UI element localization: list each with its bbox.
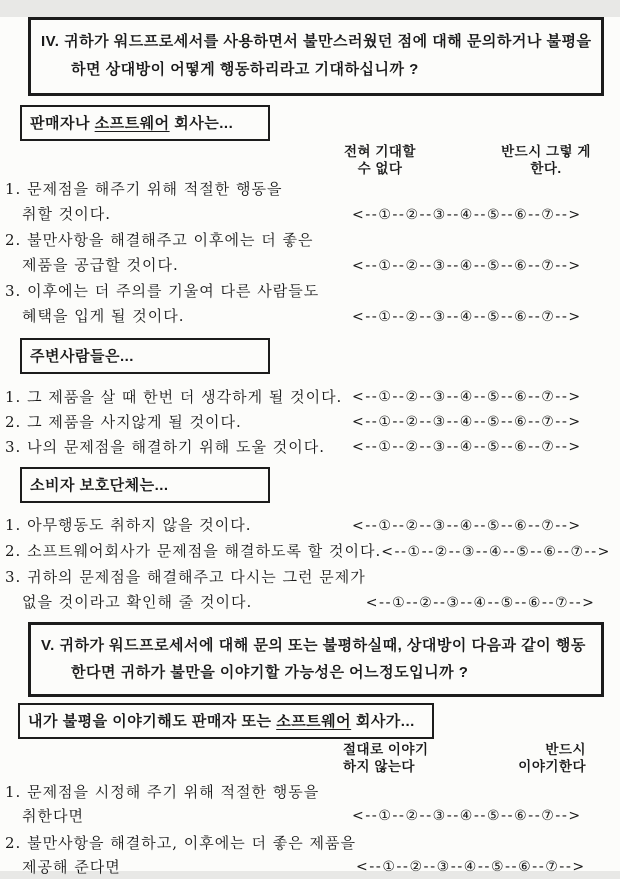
question-item — [5, 539, 620, 564]
question-item — [5, 279, 620, 329]
question-text-line: 2. 불만사항을 해결하고, 이후에는 더 좋은 제품을 — [5, 834, 356, 852]
rating-scale: <--①--②--③--④--⑤--⑥--⑦--> — [352, 518, 582, 534]
group-label-text: 내가 불평을 이야기해도 판매자 또는 — [28, 713, 277, 730]
question-item — [5, 780, 620, 828]
question-text-line: 1. 문제점을 시정해 주기 위해 적절한 행동을 — [5, 783, 320, 801]
group-label-text: 소비자 보호단체는... — [30, 477, 169, 494]
group-label-box-seller — [20, 105, 270, 141]
question-text-line: 취할 것이다. — [22, 205, 111, 223]
rating-scale: <--①--②--③--④--⑤--⑥--⑦--> — [352, 258, 582, 274]
scale-anchor-header-iv — [0, 141, 620, 177]
group-label-text: 주변사람들은... — [30, 348, 134, 365]
rating-scale: <--①--②--③--④--⑤--⑥--⑦--> — [352, 309, 582, 325]
scale-anchor-left — [334, 143, 426, 177]
scale-anchor-left — [343, 741, 445, 775]
question-text-line: 없을 것이라고 확인해 줄 것이다. — [22, 593, 253, 611]
question-text-line: 2. 그 제품을 사지않게 될 것이다. — [5, 413, 242, 431]
question-text-line: 취한다면 — [22, 807, 84, 825]
survey-page — [0, 17, 620, 876]
question-text-line: 제품을 공급할 것이다. — [22, 256, 179, 274]
rating-scale: <--①--②--③--④--⑤--⑥--⑦--> — [365, 595, 596, 611]
section-v-heading-box — [28, 622, 604, 697]
scale-anchor-right-line-1: 반드시 — [545, 742, 586, 757]
question-text-line: 혜택을 입게 될 것이다. — [22, 307, 185, 325]
question-item — [5, 831, 620, 879]
question-list-voice — [5, 780, 620, 879]
question-list-consumer — [5, 513, 620, 615]
scale-anchor-left-line-2: 수 없다 — [357, 161, 403, 176]
question-item — [5, 513, 620, 538]
question-text-line: 1. 문제점을 해주기 위해 적절한 행동을 — [5, 180, 283, 198]
scale-anchor-right-line-2: 이야기한다 — [518, 759, 586, 774]
scale-anchor-left-line-2: 하지 않는다 — [343, 759, 415, 774]
rating-scale: <--①--②--③--④--⑤--⑥--⑦--> — [352, 207, 582, 223]
group-label-box-people — [20, 338, 270, 374]
question-item — [5, 410, 620, 434]
rating-scale: <--①--②--③--④--⑤--⑥--⑦--> — [352, 808, 582, 824]
question-text-line: 3. 귀하의 문제점을 해결해주고 다시는 그런 문제가 — [5, 568, 366, 586]
scale-anchor-left-line-1: 절대로 이야기 — [343, 742, 429, 757]
question-list-people — [5, 385, 620, 459]
scale-anchor-left-line-1: 전혀 기대할 — [344, 144, 416, 159]
section-v-heading-line-2: 한다면 귀하가 불만을 이야기할 가능성은 어느정도입니까 ? — [71, 664, 469, 681]
group-label-text: 판매자나 — [30, 115, 95, 132]
question-text-line: 1. 아무행동도 취하지 않을 것이다. — [5, 516, 252, 534]
question-text-line: 2. 소프트웨어회사가 문제점을 해결하도록 할 것이다. — [5, 542, 382, 560]
group-label-underlined: 소프트웨어 — [276, 713, 352, 730]
section-iv-heading-box — [28, 17, 604, 96]
scale-anchor-right-line-2: 한다. — [530, 161, 562, 176]
question-item — [5, 177, 620, 227]
group-label-underlined: 소프트웨어 — [94, 115, 170, 132]
question-text-line: 1. 그 제품을 살 때 한번 더 생각하게 될 것이다. — [5, 388, 343, 406]
question-text-line: 2. 불만사항을 해결해주고 이후에는 더 좋은 — [5, 231, 314, 249]
group-label-box-voice — [18, 703, 434, 739]
rating-scale: <--①--②--③--④--⑤--⑥--⑦--> — [352, 389, 582, 405]
rating-scale: <--①--②--③--④--⑤--⑥--⑦--> — [352, 439, 582, 455]
question-text-line: 3. 이후에는 더 주의를 기울여 다른 사람들도 — [5, 282, 320, 300]
group-label-text: 회사가... — [351, 713, 415, 730]
question-item — [5, 228, 620, 278]
scale-anchor-header-v — [0, 739, 620, 775]
question-item — [5, 435, 620, 459]
section-iv-heading-line-2: 하면 상대방이 어떻게 행동하리라고 기대하십니까 ? — [71, 61, 419, 78]
rating-scale: <--①--②--③--④--⑤--⑥--⑦--> — [352, 414, 582, 430]
question-list-seller — [5, 177, 620, 329]
group-label-box-consumer — [20, 467, 270, 503]
question-item — [5, 565, 620, 615]
section-v-heading-line-1: V. 귀하가 워드프로세서에 대해 문의 또는 불평하실때, 상대방이 다음과 같이 행동 — [41, 637, 586, 654]
group-label-text: 회사는... — [169, 115, 234, 132]
question-text-line: 제공해 준다면 — [22, 858, 121, 876]
scale-anchor-right — [486, 143, 606, 177]
rating-scale: <--①--②--③--④--⑤--⑥--⑦--> — [381, 544, 611, 560]
scale-anchor-right — [498, 741, 586, 775]
scale-anchor-right-line-1: 반드시 그렇 게 — [501, 144, 591, 159]
section-iv-heading-line-1: IV. 귀하가 워드프로세서를 사용하면서 불만스러웠던 점에 대해 문의하거나 불평을 — [41, 33, 592, 50]
rating-scale: <--①--②--③--④--⑤--⑥--⑦--> — [356, 859, 586, 875]
question-text-line: 3. 나의 문제점을 해결하기 위해 도울 것이다. — [5, 438, 326, 456]
question-item — [5, 385, 620, 409]
